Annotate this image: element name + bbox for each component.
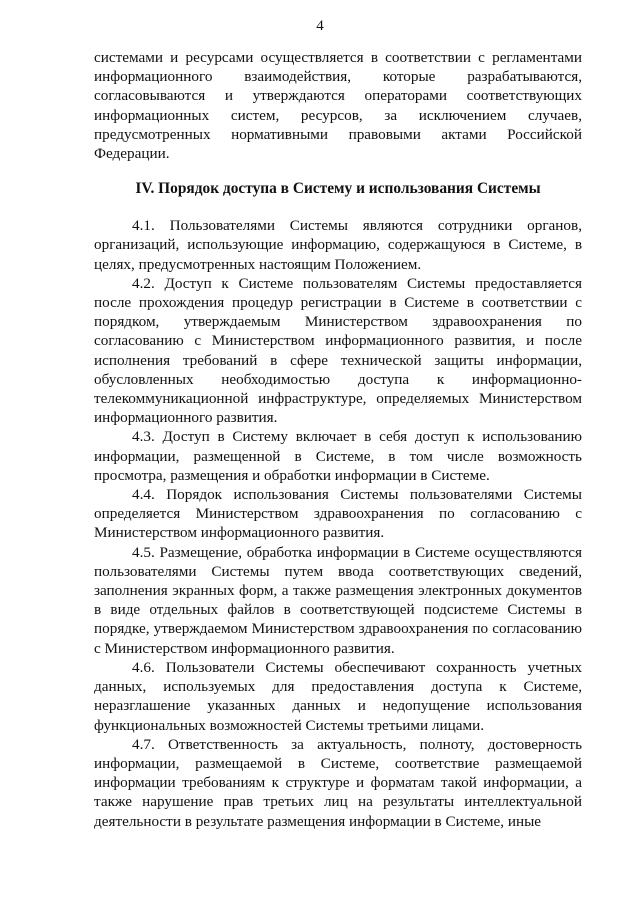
paragraph-4-3: 4.3. Доступ в Систему включает в себя доступ к использованию информации, размещенной в Системе, в том числе возможность просмотра, размещения и обработки информации в Системе.: [94, 428, 582, 484]
paragraph-4-4: 4.4. Порядок использования Системы пользователями Системы определяется Министерством здравоохранения по согласованию с Министерством информационного развития.: [94, 486, 582, 542]
intro-paragraph: системами и ресурсами осуществляется в соответствии с регламентами информационного взаимодействия, которые разрабатываются, согласовываются и утверждаются операторами соответствующих информационных систем, ресурсов, за исключением случаев, предусмотренных нормативными правовыми актами Российской Федерации.: [94, 49, 582, 163]
paragraph-4-2: 4.2. Доступ к Системе пользователям Системы предоставляется после прохождения процедур регистрации в Системе в соответствии с порядком, утверждаемым Министерством здравоохранения по согласованию с Министерством информационного развития, и после исполнения требований в сфере технической защиты информации, обусловленных необходимостью доступа к информационно-телекоммуникационной инфраструктуре, определяемых Министерством информационного развития.: [94, 274, 582, 427]
paragraph-4-6: 4.6. Пользователи Системы обеспечивают сохранность учетных данных, используемых для предоставления доступа к Системе, неразглашение указанных данных и недопущение использования функциональных возможностей Системы третьими лицами.: [94, 658, 582, 734]
paragraph-4-1: 4.1. Пользователями Системы являются сотрудники органов, организаций, использующие информацию, содержащуюся в Системе, в целях, предусмотренных настоящим Положением.: [94, 217, 582, 273]
paragraph-4-5: 4.5. Размещение, обработка информации в Системе осуществляются пользователями Системы путем ввода соответствующих сведений, заполнения экранных форм, а также размещения электронных документов в виде отдельных файлов в соответствующей подсистеме Системы в порядке, утверждаемом Министерством здравоохранения по согласованию с Министерством информационного развития.: [94, 543, 582, 657]
scan-edge: [622, 0, 624, 905]
paragraph-4-7: 4.7. Ответственность за актуальность, полноту, достоверность информации, размещаемой в Системе, соответствие размещаемой информации требованиям к структуре и форматам такой информации, а также нарушение прав третьих лиц на результаты интеллектуальной деятельности в результате размещения информации в Системе, иные: [94, 735, 582, 830]
section-heading: IV. Порядок доступа в Систему и использования Системы: [135, 180, 541, 198]
document-body: [94, 48, 582, 831]
page-number: 4: [316, 18, 324, 34]
